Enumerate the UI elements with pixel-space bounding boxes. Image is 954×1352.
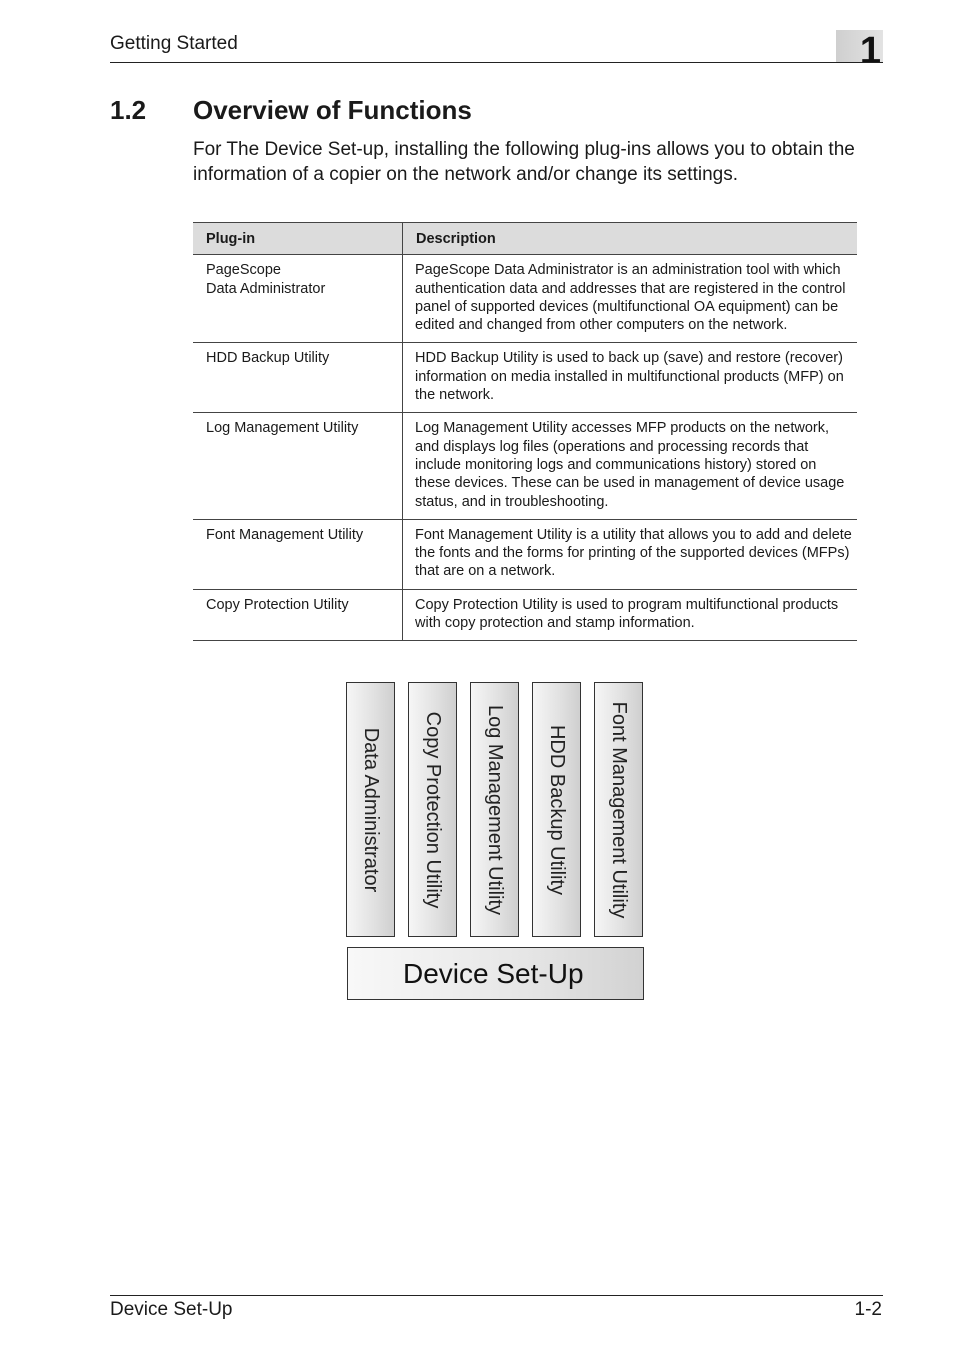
running-header-title: Getting Started xyxy=(110,33,238,54)
pillar-label: Log Management Utility xyxy=(483,704,506,915)
plugin-table xyxy=(193,222,857,641)
plugin-name-cell: Copy Protection Utility xyxy=(193,589,403,641)
table-row xyxy=(193,519,857,589)
chapter-number: 1 xyxy=(859,30,881,72)
plugin-name-cell xyxy=(193,255,403,343)
table-row xyxy=(193,343,857,413)
intro-paragraph: For The Device Set-up, installing the following plug-ins allows you to obtain the information of a copier on the network and/or change its settings. xyxy=(193,139,855,185)
diagram-base-device-setup xyxy=(347,947,644,1000)
plugin-description-cell: Copy Protection Utility is used to program multifunctional products with copy protection and stamp information. xyxy=(403,589,858,641)
plugin-description-cell: HDD Backup Utility is used to back up (save) and restore (recover) information on media installed in multifunctional products (MFP) on the network. xyxy=(403,343,858,413)
table-header-row xyxy=(193,223,857,255)
plugin-name-line: Data Administrator xyxy=(206,280,326,297)
section-title: Overview of Functions xyxy=(193,95,472,125)
pillar-label: Data Administrator xyxy=(359,727,382,892)
plugin-name-cell: Log Management Utility xyxy=(193,413,403,519)
plugin-architecture-diagram xyxy=(346,682,646,1002)
diagram-pillar-data-administrator xyxy=(346,682,395,937)
diagram-pillar-log-management xyxy=(470,682,519,937)
footer-product-name: Device Set-Up xyxy=(110,1299,233,1320)
plugin-name-cell: Font Management Utility xyxy=(193,519,403,589)
pillar-label: Font Management Utility xyxy=(607,701,630,918)
plugin-description-cell: PageScope Data Administrator is an administration tool with which authentication data and addresses that are registered in the control panel of supported devices (multifunctional OA equipment) can be edited and changed from other computers on the network. xyxy=(403,255,858,343)
diagram-pillar-hdd-backup xyxy=(532,682,581,937)
pillar-label: HDD Backup Utility xyxy=(545,724,568,895)
diagram-pillar-font-management xyxy=(594,682,643,937)
chapter-tab xyxy=(836,30,883,72)
pillar-label: Copy Protection Utility xyxy=(421,711,444,908)
table-row xyxy=(193,413,857,519)
page-number: 1-2 xyxy=(854,1299,882,1320)
table-row xyxy=(193,255,857,343)
plugin-description-cell: Font Management Utility is a utility that allows you to add and delete the fonts and the forms for printing of the supported devices (MFPs) that are on a network. xyxy=(403,519,858,589)
table-row xyxy=(193,589,857,641)
column-header-description: Description xyxy=(403,223,858,255)
plugin-name-line: PageScope xyxy=(206,262,281,279)
plugin-description-cell: Log Management Utility accesses MFP products on the network, and displays log files (operations and processing records that include monitoring logs and communications history) stored on these devices. These can be used in management of device usage status, and in troubleshooting. xyxy=(403,413,858,519)
base-label: Device Set-Up xyxy=(403,958,584,989)
column-header-plugin: Plug-in xyxy=(193,223,403,255)
section-number: 1.2 xyxy=(110,95,147,125)
header-divider xyxy=(110,62,883,63)
plugin-name-cell: HDD Backup Utility xyxy=(193,343,403,413)
diagram-pillar-copy-protection xyxy=(408,682,457,937)
footer-divider xyxy=(110,1295,883,1296)
